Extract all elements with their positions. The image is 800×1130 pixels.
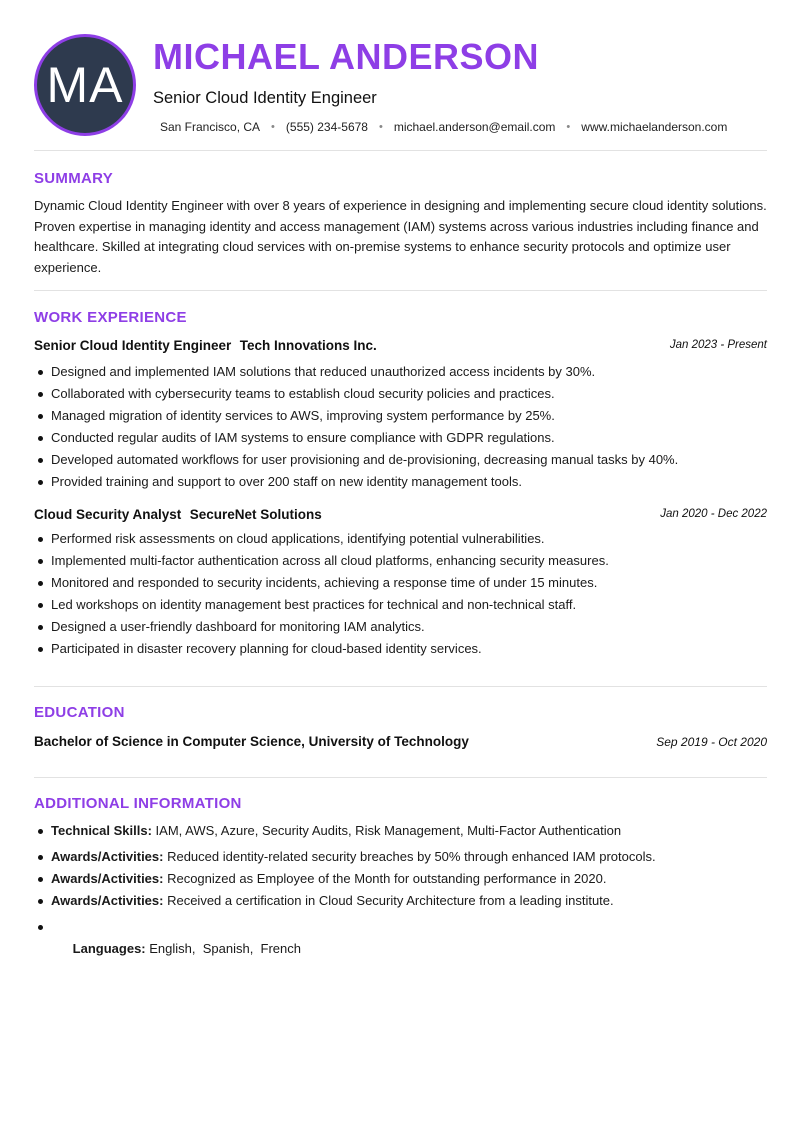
list-item	[34, 916, 767, 982]
job-bullets	[34, 361, 767, 493]
item-label: Awards/Activities:	[51, 893, 164, 908]
summary-text: Dynamic Cloud Identity Engineer with over 8 years of experience in designing and implementing secure cloud identity solutions. Proven expertise in managing identity and access management (IAM) systems across various industries including finance and healthcare. Skilled at integrating cloud services with on-premise systems to enhance security protocols and optimize user experience.	[34, 198, 767, 275]
list-item: Implemented multi-factor authentication across all cloud platforms, enhancing security measures.	[34, 550, 767, 572]
job-date: Jan 2023 - Present	[669, 339, 767, 351]
item-label: Awards/Activities:	[51, 849, 164, 864]
list-item: Developed automated workflows for user provisioning and de-provisioning, decreasing manual tasks by 40%.	[34, 449, 767, 471]
list-item: Conducted regular audits of IAM systems to ensure compliance with GDPR regulations.	[34, 427, 767, 449]
candidate-name: MICHAEL ANDERSON	[153, 36, 540, 77]
item-text: Received a certification in Cloud Security Architecture from a leading institute.	[163, 893, 614, 908]
separator-dot: •	[271, 121, 275, 133]
list-item	[34, 846, 767, 868]
education-degree: Bachelor of Science in Computer Science, University of Technology	[34, 734, 469, 749]
job-role: Senior Cloud Identity Engineer	[34, 338, 232, 353]
additional-heading: ADDITIONAL INFORMATION	[34, 795, 242, 812]
section-divider	[34, 686, 767, 687]
summary-heading: SUMMARY	[34, 170, 114, 187]
list-item	[34, 868, 767, 890]
section-divider	[34, 777, 767, 778]
separator-dot: •	[566, 121, 571, 133]
contact-phone: (555) 234-5678	[285, 120, 368, 134]
item-text: Reduced identity-related security breaches by 50% through enhanced IAM protocols.	[163, 849, 656, 864]
additional-list	[34, 820, 767, 982]
item-text: English, Spanish, French	[145, 941, 301, 956]
separator-dot: •	[378, 121, 383, 133]
section-divider	[34, 290, 767, 291]
item-text: Recognized as Employee of the Month for outstanding performance in 2020.	[163, 871, 607, 886]
list-item	[34, 820, 767, 842]
job-company: Tech Innovations Inc.	[239, 338, 377, 353]
job-date: Jan 2020 - Dec 2022	[660, 508, 767, 520]
experience-heading: WORK EXPERIENCE	[34, 309, 187, 326]
item-text: IAM, AWS, Azure, Security Audits, Risk Management, Multi-Factor Authentication	[151, 823, 622, 838]
avatar-initials: MA	[46, 57, 124, 113]
list-item: Monitored and responded to security incidents, achieving a response time of under 15 minutes.	[34, 572, 767, 594]
list-item: Performed risk assessments on cloud applications, identifying potential vulnerabilities.	[34, 528, 767, 550]
list-item: Managed migration of identity services to AWS, improving system performance by 25%.	[34, 405, 767, 427]
list-item: Provided training and support to over 200 staff on new identity management tools.	[34, 471, 767, 493]
job-company: SecureNet Solutions	[189, 507, 322, 522]
list-item: Designed a user-friendly dashboard for monitoring IAM analytics.	[34, 616, 767, 638]
job-role: Cloud Security Analyst	[34, 507, 182, 522]
education-date: Sep 2019 - Oct 2020	[656, 735, 767, 749]
item-label: Awards/Activities:	[51, 871, 164, 886]
item-label: Languages:	[72, 941, 146, 956]
education-heading: EDUCATION	[34, 704, 125, 721]
job-header	[34, 337, 767, 355]
list-item: Participated in disaster recovery planning for cloud-based identity services.	[34, 638, 767, 660]
job-header	[34, 506, 767, 524]
contact-location: San Francisco, CA	[160, 120, 261, 134]
item-label: Technical Skills:	[51, 823, 152, 838]
contact-line	[160, 120, 727, 134]
list-item: Led workshops on identity management best practices for technical and non-technical staff.	[34, 594, 767, 616]
list-item: Collaborated with cybersecurity teams to establish cloud security policies and practices.	[34, 383, 767, 405]
section-divider	[34, 150, 767, 151]
avatar	[34, 34, 136, 136]
candidate-title: Senior Cloud Identity Engineer	[153, 89, 377, 107]
list-item	[34, 890, 767, 912]
contact-website: www.michaelanderson.com	[581, 120, 728, 134]
job-bullets	[34, 528, 767, 660]
education-entry	[34, 733, 767, 751]
list-item: Designed and implemented IAM solutions that reduced unauthorized access incidents by 30%.	[34, 361, 767, 383]
contact-email: michael.anderson@email.com	[393, 120, 556, 134]
